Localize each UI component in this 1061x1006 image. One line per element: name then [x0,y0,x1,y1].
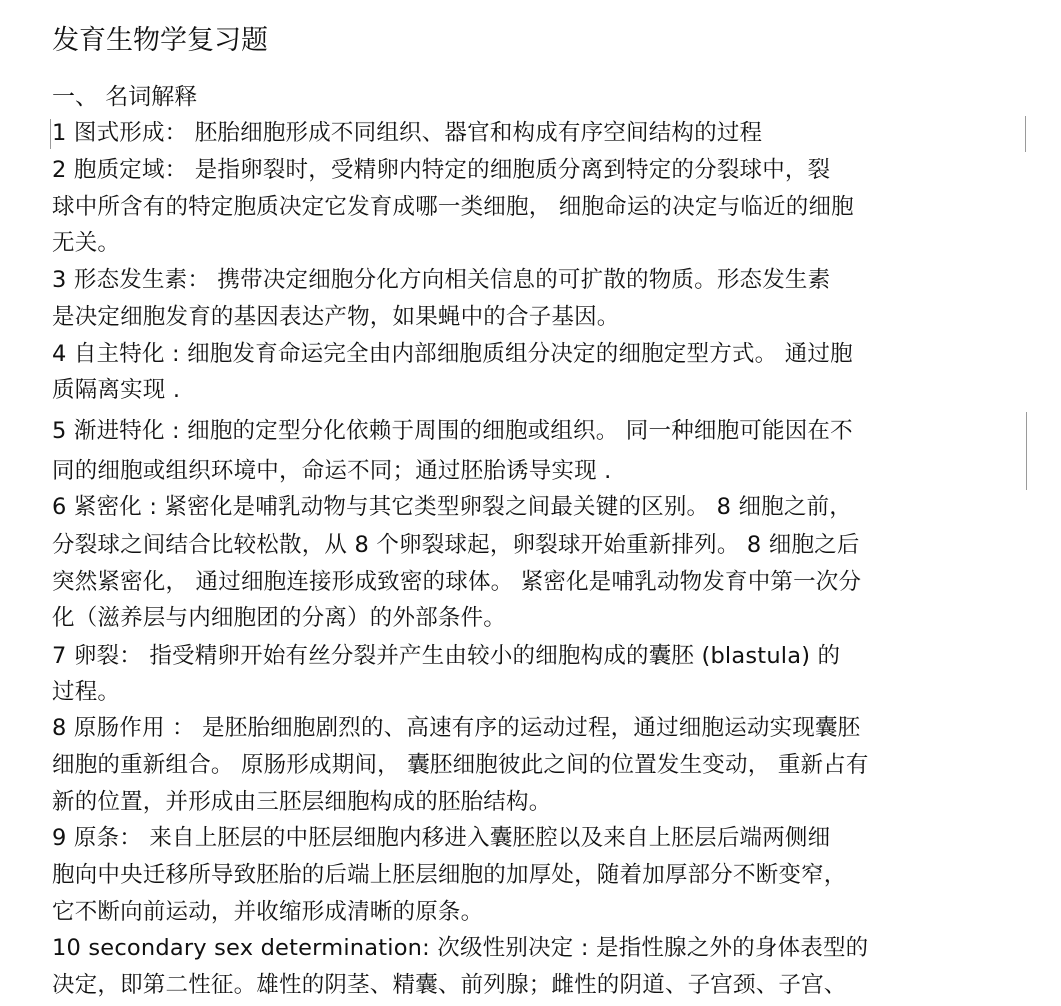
definition-line: 同的细胞或组织环境中，命运不同；通过胚胎诱导实现 . [52,458,612,484]
definition-line: 分裂球之间结合比较松散，从 8 个卵裂球起，卵裂球开始重新排列。 8 细胞之后 [52,532,860,558]
definition-line: 决定，即第二性征。雄性的阴茎、精囊、前列腺；雌性的阴道、子宫颈、子宫、 [52,972,847,998]
section-heading: 一、 名词解释 [52,84,198,110]
definition-line: 无关。 [52,230,121,256]
definition-line: 过程。 [52,679,121,705]
definition-line: 9 原条： 来自上胚层的中胚层细胞内移进入囊胚腔以及来自上胚层后端两侧细 [52,825,831,851]
definition-line: 新的位置，并形成由三胚层细胞构成的胚胎结构。 [52,789,552,815]
definition-line: 化（滋养层与内细胞团的分离）的外部条件。 [52,605,507,631]
definition-line: 细胞的重新组合。 原肠形成期间， 囊胚细胞彼此之间的位置发生变动， 重新占有 [52,752,869,778]
definition-line: 是决定细胞发育的基因表达产物，如果蝇中的合子基因。 [52,304,620,330]
margin-rule-left [50,119,51,149]
margin-rule-right [1026,412,1027,490]
definition-line: 它不断向前运动，并收缩形成清晰的原条。 [52,899,484,925]
margin-rule-right [1025,116,1026,152]
definition-line: 胞向中央迁移所导致胚胎的后端上胚层细胞的加厚处，随着加厚部分不断变窄， [52,862,847,888]
definition-line: 7 卵裂： 指受精卵开始有丝分裂并产生由较小的细胞构成的囊胚 (blastula) 的 [52,643,841,669]
definition-line: 质隔离实现 . [52,377,181,403]
definition-line: 6 紧密化 : 紧密化是哺乳动物与其它类型卵裂之间最关键的区别。 8 细胞之前， [52,494,852,520]
definition-line: 突然紧密化， 通过细胞连接形成致密的球体。 紧密化是哺乳动物发育中第一次分 [52,569,862,595]
definition-line: 4 自主特化 : 细胞发育命运完全由内部细胞质组分决定的细胞定型方式。 通过胞 [52,341,853,367]
definition-line: 8 原肠作用 ： 是胚胎细胞剧烈的、高速有序的运动过程，通过细胞运动实现囊胚 [52,715,861,741]
definition-line: 3 形态发生素： 携带决定细胞分化方向相关信息的可扩散的物质。形态发生素 [52,267,831,293]
document-title: 发育生物学复习题 [52,25,268,56]
definition-line: 5 渐进特化 : 细胞的定型分化依赖于周围的细胞或组织。 同一种细胞可能因在不 [52,418,853,444]
definition-line: 1 图式形成： 胚胎细胞形成不同组织、器官和构成有序空间结构的过程 [52,120,763,146]
definition-line: 球中所含有的特定胞质决定它发育成哪一类细胞， 细胞命运的决定与临近的细胞 [52,194,854,220]
definition-line: 10 secondary sex determination: 次级性别决定 : 是指性腺之外的身体表型的 [52,935,869,961]
definition-line: 2 胞质定域： 是指卵裂时，受精卵内特定的细胞质分离到特定的分裂球中，裂 [52,157,831,183]
